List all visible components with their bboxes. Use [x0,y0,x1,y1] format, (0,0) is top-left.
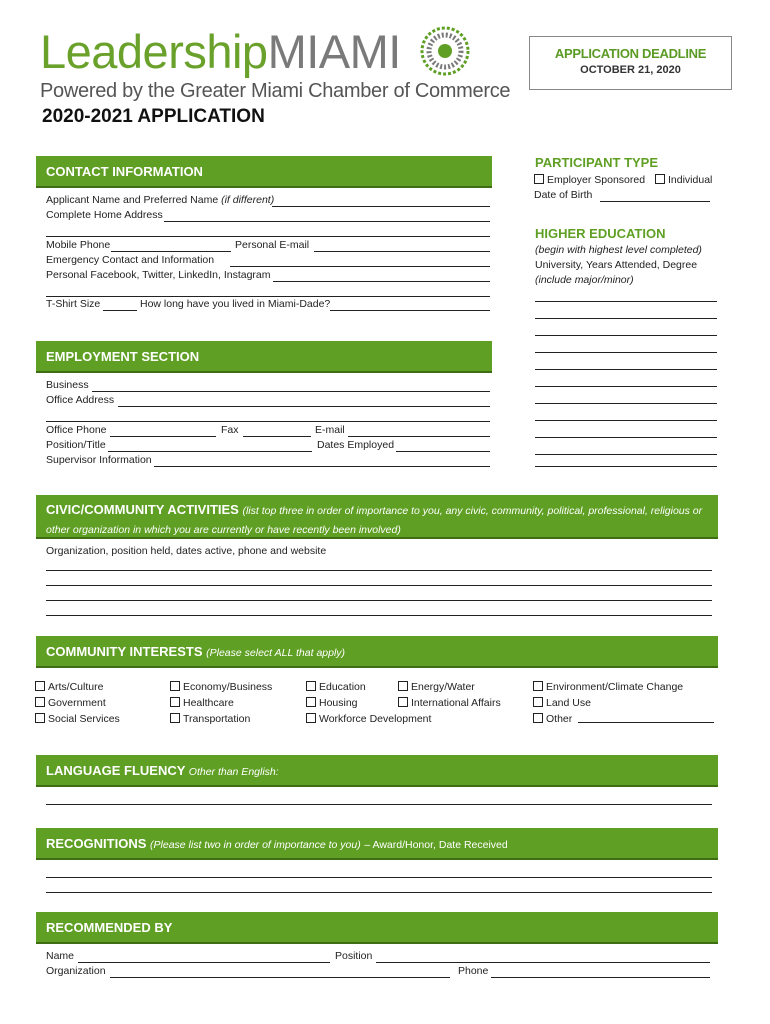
applicant-name-label: Applicant Name and Preferred Name (if different) [46,194,275,206]
deadline-box [529,36,732,90]
interest-option[interactable]: Transportation [170,711,272,727]
civic-line[interactable] [46,570,712,571]
education-line[interactable] [535,420,717,421]
recommended-section-title: RECOMMENDED BY [46,920,173,935]
civic-line[interactable] [46,615,712,616]
deadline-label: APPLICATION DEADLINE [554,46,707,61]
years-in-miami-field[interactable] [330,310,490,311]
office-phone-label: Office Phone [46,424,107,436]
business-field[interactable] [92,391,490,392]
employer-sponsored-option[interactable]: Employer Sponsored [534,174,645,186]
logo-sunburst-icon [420,26,470,76]
recognitions-note: (Please list two in order of importance to you) [150,839,361,851]
language-note: Other than English: [188,766,279,778]
recommender-organization-field[interactable] [110,977,450,978]
fax-field[interactable] [243,436,311,437]
contact-section-title: CONTACT INFORMATION [46,164,203,179]
interests-section-title: COMMUNITY INTERESTS [46,644,203,659]
language-section-header [36,755,718,787]
dob-label: Date of Birth [534,189,593,201]
education-line[interactable] [535,335,717,336]
employment-section-header [36,341,492,373]
deadline-date: OCTOBER 21, 2020 [580,64,681,76]
interest-option[interactable]: Other [533,711,683,727]
education-line[interactable] [535,386,717,387]
civic-line[interactable] [46,585,712,586]
logo-word-miami: MIAMI [267,25,401,78]
civic-section-header [36,495,718,539]
social-media-field[interactable] [273,281,490,282]
office-phone-field[interactable] [110,436,216,437]
personal-email-field[interactable] [314,251,490,252]
interest-option[interactable]: Workforce Development [306,711,431,727]
language-field[interactable] [46,804,712,805]
interests-column-2 [170,679,272,727]
years-in-miami-label: How long have you lived in Miami-Dade? [140,298,331,310]
civic-note-2: other organization in which you are currently or have recently been involved) [46,524,401,536]
checkbox-icon[interactable] [534,174,544,184]
tagline: Powered by the Greater Miami Chamber of Commerce [40,80,511,102]
recognitions-suffix: – Award/Honor, Date Received [364,839,508,851]
work-email-label: E-mail [315,424,345,436]
mobile-phone-field[interactable] [111,251,231,252]
individual-option[interactable]: Individual [655,174,712,186]
civic-section-title: CIVIC/COMMUNITY ACTIVITIES [46,502,239,517]
interests-section-header [36,636,718,668]
supervisor-label: Supervisor Information [46,454,152,466]
logo-word-leadership: Leadership [40,25,268,78]
recommender-phone-field[interactable] [491,977,710,978]
applicant-name-field[interactable] [272,206,490,207]
education-line[interactable] [535,318,717,319]
interest-option[interactable]: Energy/Water [398,679,501,695]
personal-email-label: Personal E-mail [235,239,310,251]
work-email-field[interactable] [348,436,490,437]
recommender-position-field[interactable] [376,962,710,963]
logo-wordmark [40,25,401,78]
fax-label: Fax [221,424,239,436]
supervisor-field[interactable] [154,466,490,467]
recommender-position-label: Position [335,950,373,962]
interests-column-1 [35,679,120,727]
higher-education-title: HIGHER EDUCATION [535,226,666,241]
interest-option[interactable]: Economy/Business [170,679,272,695]
education-line[interactable] [535,437,717,438]
interest-option[interactable]: Land Use [533,695,683,711]
mobile-phone-label: Mobile Phone [46,239,111,251]
dob-field[interactable] [600,201,710,202]
home-address-field[interactable] [164,221,490,222]
participant-type-title: PARTICIPANT TYPE [535,155,659,170]
other-interest-field[interactable] [578,722,714,723]
social-media-field-2[interactable] [46,296,490,297]
civic-line[interactable] [46,600,712,601]
recognition-line[interactable] [46,877,712,878]
interest-option[interactable]: Arts/Culture [35,679,120,695]
higher-ed-note-2: University, Years Attended, Degree [535,259,698,271]
contact-section-header [36,156,492,188]
interests-note: (Please select ALL that apply) [206,647,346,659]
employment-section-title: EMPLOYMENT SECTION [46,349,200,364]
recommended-section-header [36,912,718,944]
recommender-phone-label: Phone [458,965,489,977]
office-address-field-2[interactable] [46,421,490,422]
interest-option[interactable]: International Affairs [398,695,501,711]
home-address-field-2[interactable] [46,236,490,237]
higher-ed-note-1: (begin with highest level completed) [535,244,702,256]
higher-ed-note-3: (include major/minor) [535,274,634,286]
dates-employed-field[interactable] [396,451,490,452]
recognitions-section-header [36,828,718,860]
interests-column-4 [398,679,501,711]
tshirt-size-label: T-Shirt Size [46,298,101,310]
civic-prompt: Organization, position held, dates active, phone and website [46,545,327,557]
recognitions-section-title: RECOGNITIONS [46,836,147,851]
recognition-line[interactable] [46,892,712,893]
interest-option[interactable]: Environment/Climate Change [533,679,683,695]
recommender-name-field[interactable] [78,962,330,963]
position-label: Position/Title [46,439,106,451]
interest-option[interactable]: Housing [306,695,431,711]
education-line[interactable] [535,466,717,467]
office-address-field[interactable] [118,406,490,407]
social-media-label: Personal Facebook, Twitter, LinkedIn, Instagram [46,269,271,281]
civic-note-1: (list top three in order of importance to you, any civic, community, political, professional, religious or [242,505,703,517]
interest-option[interactable]: Social Services [35,711,120,727]
interest-option[interactable]: Government [35,695,120,711]
recommender-name-label: Name [46,950,75,962]
dates-employed-label: Dates Employed [317,439,395,451]
interests-column-5 [533,679,683,727]
emergency-contact-field[interactable] [230,266,490,267]
home-address-label: Complete Home Address [46,209,163,221]
page-title: 2020-2021 APPLICATION [42,106,265,127]
education-line[interactable] [535,369,717,370]
interest-option[interactable]: Healthcare [170,695,272,711]
position-field[interactable] [108,451,312,452]
tshirt-size-field[interactable] [103,310,137,311]
education-line[interactable] [535,352,717,353]
language-section-title: LANGUAGE FLUENCY [46,763,186,778]
education-line[interactable] [535,454,717,455]
interest-option[interactable]: Education [306,679,431,695]
education-line[interactable] [535,301,717,302]
emergency-contact-label: Emergency Contact and Information [46,254,215,266]
office-address-label: Office Address [46,394,115,406]
business-label: Business [46,379,89,391]
checkbox-icon[interactable] [655,174,665,184]
recommender-organization-label: Organization [46,965,106,977]
education-line[interactable] [535,403,717,404]
